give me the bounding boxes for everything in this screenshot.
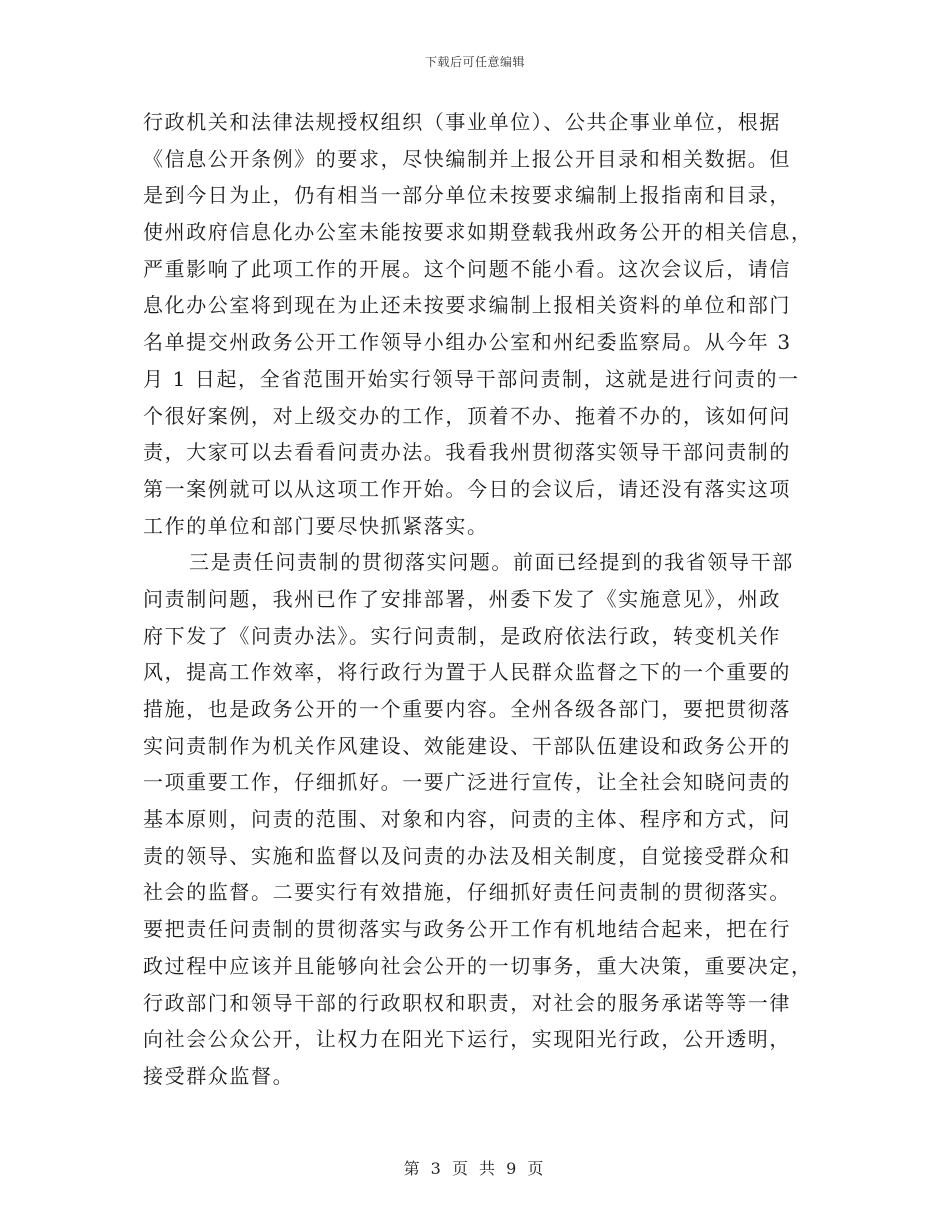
- text-line: 一项重要工作，仔细抓好。一要广泛进行宣传，让全社会知晓问责的: [143, 770, 791, 795]
- text-line: 向社会公众公开，让权力在阳光下运行，实现阳光行政，公开透明，: [143, 1027, 791, 1052]
- text-line: 第一案例就可以从这项工作开始。今日的会议后，请还没有落实这项: [143, 476, 791, 501]
- text-line: 工作的单位和部门要尽快抓紧落实。: [143, 513, 489, 538]
- text-line: 息化办公室将到现在为止还未按要求编制上报相关资料的单位和部门: [143, 293, 791, 318]
- page-number: 第 3 页 共 9 页: [403, 1159, 547, 1178]
- text-line: 政过程中应该并且能够向社会公开的一切事务，重大决策，重要决定，: [143, 953, 813, 978]
- text-line: 府下发了《问责办法》。实行问责制，是政府依法行政，转变机关作: [143, 623, 781, 648]
- text-line: 实问责制作为机关作风建设、效能建设、干部队伍建设和政务公开的: [143, 733, 791, 758]
- page-header: 下载后可任意编辑: [424, 55, 525, 69]
- text-line: 问责制问题，我州已作了安排部署，州委下发了《实施意见》，州政: [143, 586, 781, 611]
- text-line: 基本原则，问责的范围、对象和内容，问责的主体、程序和方式，问: [143, 807, 791, 832]
- text-line: 《信息公开条例》的要求，尽快编制并上报公开目录和相关数据。但: [143, 146, 791, 171]
- text-line: 使州政府信息化办公室未能按要求如期登载我州政务公开的相关信息，: [143, 220, 813, 245]
- text-line: 责，大家可以去看看问责办法。我看我州贯彻落实领导干部问责制的: [143, 440, 791, 465]
- paragraph-1: [143, 104, 813, 544]
- text-line: 行政部门和领导干部的行政职权和职责，对社会的服务承诺等等一律: [143, 990, 791, 1015]
- text-line: 措施，也是政务公开的一个重要内容。全州各级各部门，要把贯彻落: [143, 697, 791, 721]
- text-line: 责的领导、实施和监督以及问责的办法及相关制度，自觉接受群众和: [143, 843, 791, 868]
- text-line: 严重影响了此项工作的开展。这个问题不能小看。这次会议后，请信: [143, 256, 791, 281]
- text-line: 月 1 日起，全省范围开始实行领导干部问责制，这就是进行问责的一: [143, 366, 800, 391]
- text-line: 三是责任问责制的贯彻落实问题。前面已经提到的我省领导干部: [189, 550, 794, 575]
- text-line: 要把责任问责制的贯彻落实与政务公开工作有机地结合起来，把在行: [143, 917, 791, 942]
- text-line: 风，提高工作效率，将行政行为置于人民群众监督之下的一个重要的: [143, 660, 791, 685]
- text-line: 行政机关和法律法规授权组织（事业单位）、公共企事业单位，根据: [143, 110, 781, 134]
- text-line: 是到今日为止，仍有相当一部分单位未按要求编制上报指南和目录，: [143, 183, 791, 208]
- document-body: [143, 104, 813, 1095]
- text-line: 社会的监督。二要实行有效措施，仔细抓好责任问责制的贯彻落实。: [143, 880, 791, 905]
- text-line: 接受群众监督。: [143, 1063, 295, 1088]
- text-line: 个很好案例，对上级交办的工作，顶着不办、拖着不办的，该如何问: [143, 403, 791, 428]
- paragraph-2: [143, 544, 813, 1094]
- text-line: 名单提交州政务公开工作领导小组办公室和州纪委监察局。从今年 3: [143, 330, 792, 355]
